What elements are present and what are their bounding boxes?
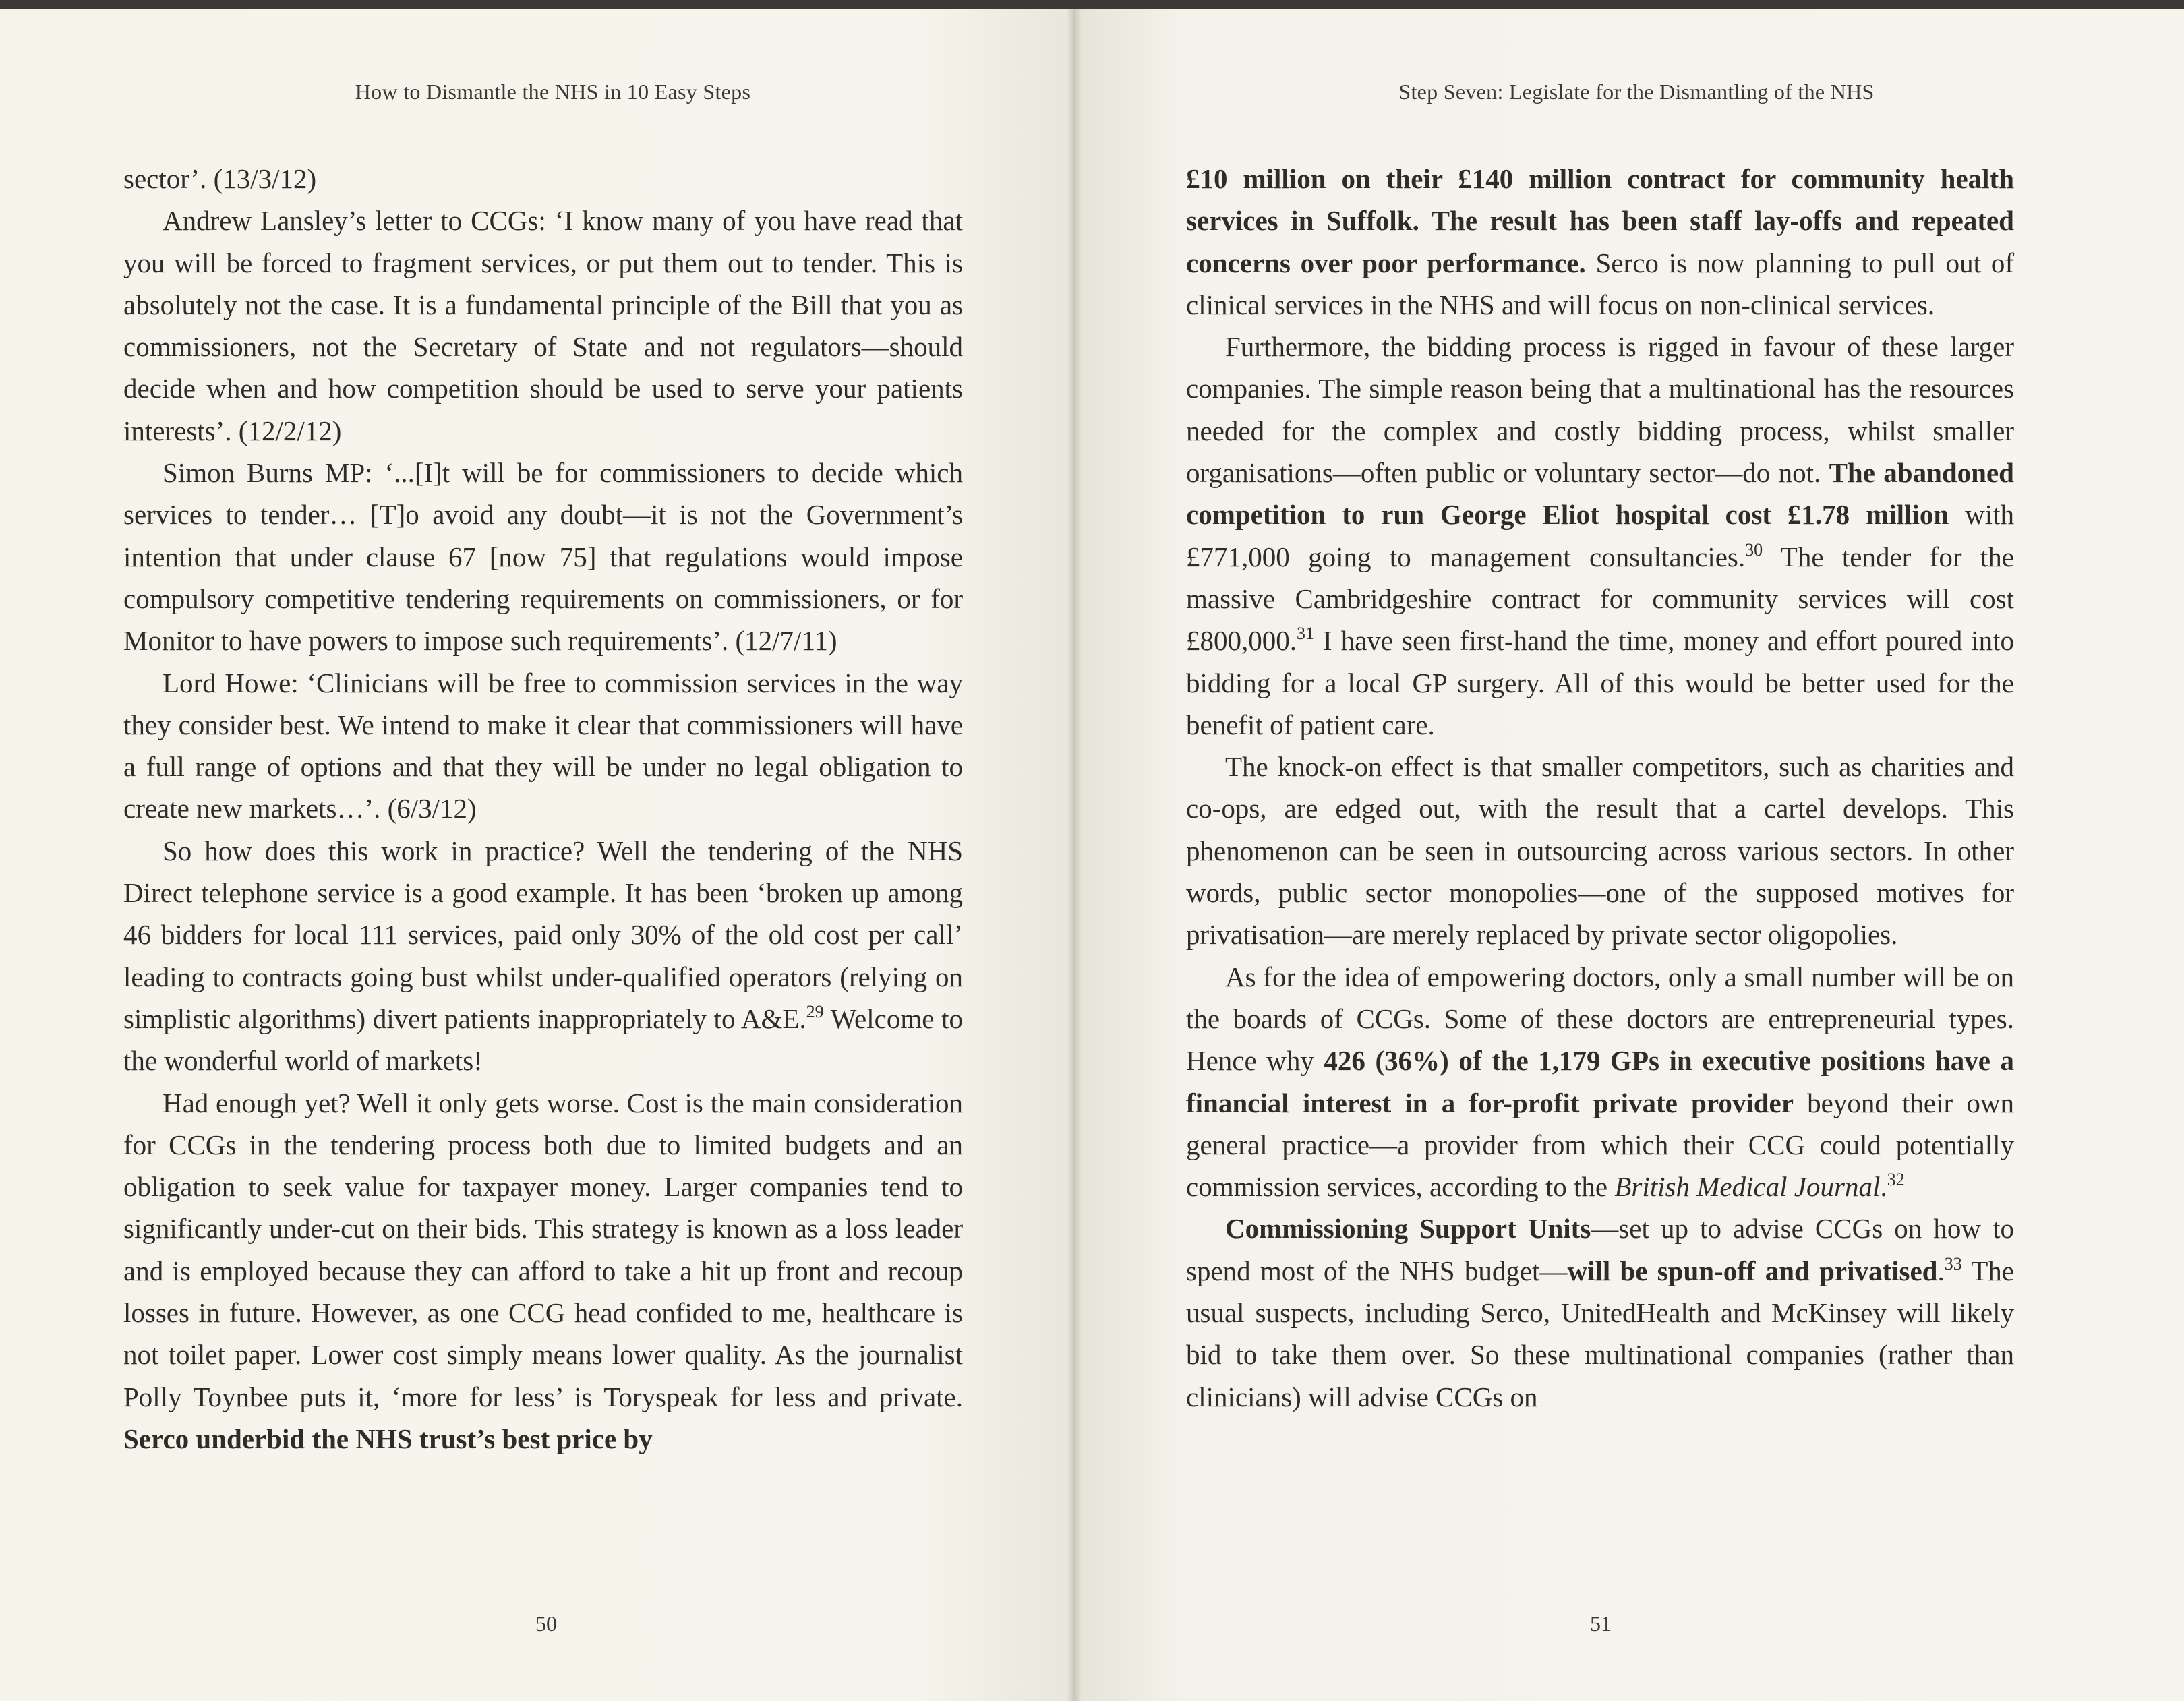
running-head-right: Step Seven: Legislate for the Dismantling of the NHS <box>1398 80 1875 104</box>
scan-top-edge <box>0 0 2184 9</box>
footnote-ref: 31 <box>1297 624 1314 644</box>
book-gutter <box>1067 9 1082 1701</box>
paragraph: £10 million on their £140 million contract for community health services in Suffolk. The result has been staff lay-offs and repeated concerns over poor performance. Serco is now planning to pull out of clinical services in the NHS and will focus on non-clinical services. <box>1186 163 2014 320</box>
page-number-right: 51 <box>1590 1611 1612 1636</box>
right-page <box>1073 9 2184 1701</box>
paragraph: Lord Howe: ‘Clinicians will be free to commission services in the way they consider best. We intend to make it clear that commissioners will have a full range of options and that they will be under no legal obligation to create new markets…’. (6/3/12) <box>123 667 963 825</box>
footnote-ref: 29 <box>806 1001 824 1021</box>
left-page-body <box>123 158 963 1460</box>
paragraph: The knock-on effect is that smaller competitors, such as charities and co-ops, are edged out, with the result that a cartel develops. This phenomenon can be seen in outsourcing across various sectors. In other words, public sector monopolies—one of the supposed motives for privatisation—are merely replaced by private sector oligopolies. <box>1186 751 2014 951</box>
paragraph: sector’. (13/3/12) <box>123 163 317 194</box>
left-page <box>0 9 1073 1701</box>
paragraph: Simon Burns MP: ‘...[I]t will be for commissioners to decide which services to tender… [T]o avoid any doubt—it is not the Government’s intention that under clause 67 [now 75] that regulations would impose compulsory competitive tendering requirements on commissioners, or for Monitor to have powers to impose such requirements’. (12/7/11) <box>123 457 963 657</box>
running-head-left: How to Dismantle the NHS in 10 Easy Steps <box>355 80 751 104</box>
paragraph: Andrew Lansley’s letter to CCGs: ‘I know many of you have read that you will be forced to fragment services, or put them out to tender. This is absolutely not the case. It is a fundamental principle of the Bill that you as commissioners, not the Secretary of State and not regulators—should decide when and how competition should be used to serve your patients interests’. (12/2/12) <box>123 205 963 446</box>
footnote-ref: 33 <box>1944 1253 1962 1274</box>
footnote-ref: 32 <box>1887 1170 1905 1190</box>
paragraph: Had enough yet? Well it only gets worse. Cost is the main consideration for CCGs in the tendering process both due to limited budgets and an obligation to seek value for taxpayer money. Larger companies tend to significantly under-cut on their bids. This strategy is known as a loss leader and is employed because they can afford to take a hit up front and recoup losses in future. However, as one CCG head confided to me, healthcare is not toilet paper. Lower cost simply means lower quality. As the journalist Polly Toynbee puts it, ‘more for less’ is Toryspeak for less and private. Serco underbid the NHS trust’s best price by <box>123 1087 963 1454</box>
paragraph: As for the idea of empowering doctors, only a small number will be on the boards of CCGs. Some of these doctors are entrepreneurial types. Hence why 426 (36%) of the 1,179 GPs in executive positions have a financial interest in a for-profit private provider beyond their own general practice—a provider from which their CCG could potentially commission services, according to the British Medical Journal.$^{32}$ <box>1186 961 2014 1203</box>
page-number-left: 50 <box>535 1611 557 1636</box>
footnote-ref: 30 <box>1745 539 1763 560</box>
paragraph: So how does this work in practice? Well the tendering of the NHS Direct telephone service is a good example. It has been ‘broken up among 46 bidders for local 111 services, paid only 30% of the old cost per call’ leading to contracts going bust whilst under-qualified operators (relying on simplistic algorithms) divert patients inappropriately to A&E.$^{29}$ Welcome to the wonderful world of markets! <box>123 835 963 1077</box>
paragraph: Furthermore, the bidding process is rigged in favour of these larger companies. The simple reason being that a multinational has the resources needed for the complex and costly bidding process, whilst smaller organisations—often public or voluntary sector—do not. The abandoned competition to run George Eliot hospital cost £1.78 million with £771,000 going to management consultancies.$^{30}$ The tender for the massive Cambridgeshire contract for community services will cost £800,000.31 I have seen first-hand the time, money and effort poured into bidding for a local GP surgery. All of this would be better used for the benefit of patient care. <box>1186 331 2014 740</box>
paragraph: Commissioning Support Units—set up to advise CCGs on how to spend most of the NHS budget—will be spun-off and privatised.$^{33}$ The usual suspects, including Serco, UnitedHealth and McKinsey will likely bid to take them over. So these multinational companies (rather than clinicians) will advise CCGs on <box>1186 1213 2014 1412</box>
right-page-body <box>1186 158 2014 1418</box>
